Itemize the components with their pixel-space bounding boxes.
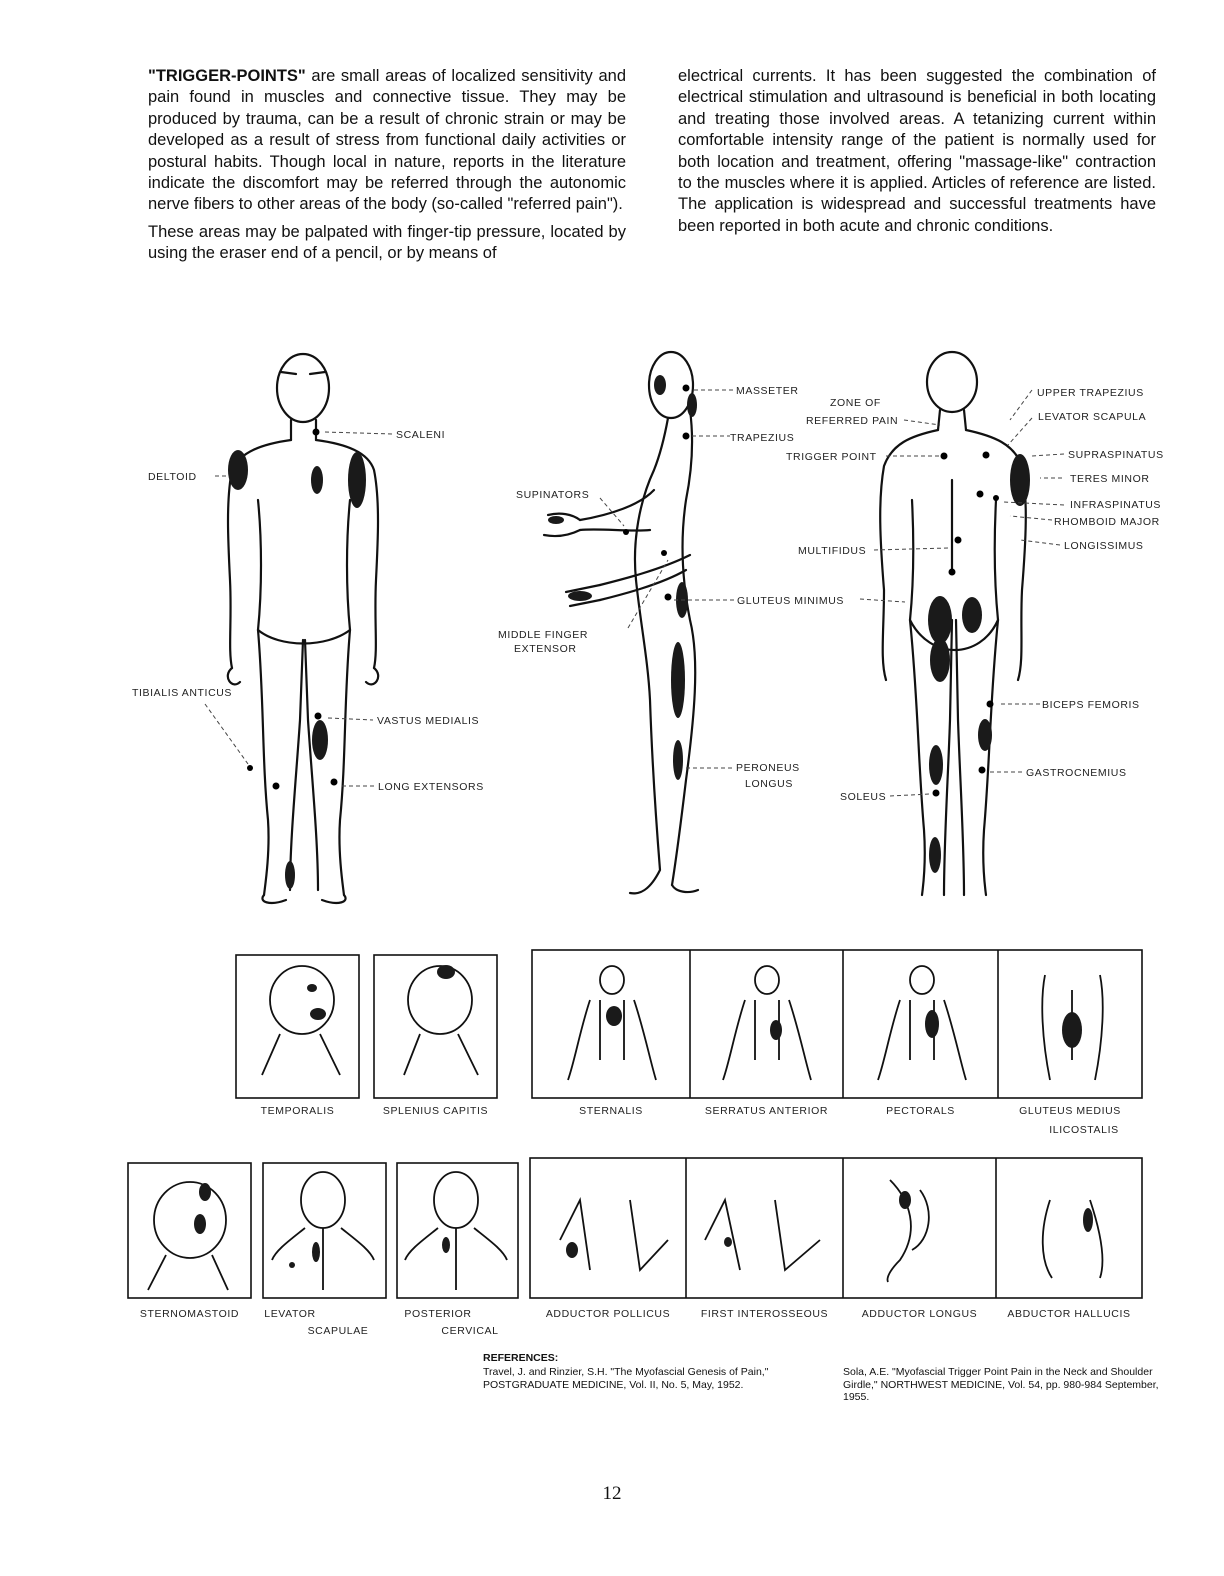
- label-zone-1: ZONE OF: [830, 397, 881, 409]
- caption-scapulae: SCAPULAE: [307, 1325, 369, 1337]
- label-multifidus: MULTIFIDUS: [798, 545, 867, 557]
- label-scaleni: SCALENI: [396, 429, 446, 441]
- caption-sternomastoid: STERNOMASTOID: [139, 1308, 240, 1320]
- label-infraspinatus: INFRASPINATUS: [1070, 499, 1162, 511]
- label-supraspinatus: SUPRASPINATUS: [1068, 449, 1164, 461]
- page-number: 12: [602, 1483, 622, 1504]
- caption-gluteus-medius: GLUTEUS MEDIUS: [1019, 1105, 1121, 1117]
- caption-serratus-anterior: SERRATUS ANTERIOR: [704, 1105, 829, 1117]
- caption-posterior: POSTERIOR: [404, 1308, 472, 1320]
- caption-temporalis: TEMPORALIS: [260, 1105, 335, 1117]
- side-body-figure: [544, 352, 698, 893]
- label-tibialis-anticus: TIBIALIS ANTICUS: [132, 687, 233, 699]
- caption-ilicostalis: ILICOSTALIS: [1049, 1124, 1119, 1136]
- label-teres-minor: TERES MINOR: [1070, 473, 1150, 485]
- intro-paragraph-2: These areas may be palpated with finger-tip pressure, located by using the eraser end of a pencil, or by means of: [148, 222, 626, 263]
- label-upper-trapezius: UPPER TRAPEZIUS: [1037, 387, 1144, 399]
- caption-adductor-longus: ADDUCTOR LONGUS: [861, 1308, 978, 1320]
- label-middle-finger-1: MIDDLE FINGER: [498, 629, 589, 641]
- label-long-extensors: LONG EXTENSORS: [378, 781, 484, 793]
- label-deltoid: DELTOID: [148, 471, 197, 483]
- label-rhomboid-major: RHOMBOID MAJOR: [1054, 516, 1160, 528]
- intro-paragraph-3: electrical currents. It has been suggested the combination of electrical stimulation and ultrasound is beneficial in both locating and treating those involved areas. A tetanizing current within comfortable intensity range of the patient is normally used for both location and treatment, offering "massage-like" contraction to the muscles where it is applied. Articles of reference are listed. The application is widespread and successful treatments have been reported in both acute and chronic conditions.: [678, 67, 1156, 235]
- caption-splenius-capitis: SPLENIUS CAPITIS: [382, 1105, 489, 1117]
- reference-1: Travel, J. and Rinzier, S.H. "The Myofascial Genesis of Pain," POSTGRADUATE MEDICINE, Vol. II, No. 5, May, 1952.: [483, 1366, 769, 1391]
- reference-2: Sola, A.E. "Myofascial Trigger Point Pain in the Neck and Shoulder Girdle," NORTHWEST MEDICINE, Vol. 54, pp. 980-984 September, 1955.: [843, 1366, 1159, 1403]
- caption-cervical: CERVICAL: [441, 1325, 499, 1337]
- label-trigger-point: TRIGGER POINT: [786, 451, 877, 463]
- caption-abductor-hallucis: ABDUCTOR HALLUCIS: [1007, 1308, 1131, 1320]
- label-biceps-femoris: BICEPS FEMORIS: [1042, 699, 1140, 711]
- label-vastus-medialis: VASTUS MEDIALIS: [377, 715, 480, 727]
- caption-adductor-pollicus: ADDUCTOR POLLICUS: [545, 1308, 671, 1320]
- label-supinators: SUPINATORS: [516, 489, 590, 501]
- references-heading: REFERENCES:: [483, 1352, 559, 1364]
- caption-pectorals: PECTORALS: [886, 1105, 955, 1117]
- label-peroneus-2: LONGUS: [745, 778, 793, 790]
- panel-group-row2: [530, 1158, 1142, 1298]
- label-zone-2: REFERRED PAIN: [806, 415, 899, 427]
- back-body-figure: [880, 352, 1026, 895]
- panel-sternomastoid: [128, 1163, 251, 1298]
- label-longissimus: LONGISSIMUS: [1064, 540, 1144, 552]
- panel-levator-scapulae: [263, 1163, 386, 1298]
- label-middle-finger-2: EXTENSOR: [514, 643, 577, 655]
- panel-posterior-cervical: [397, 1163, 518, 1298]
- label-trapezius: TRAPEZIUS: [730, 432, 795, 444]
- caption-sternalis: STERNALIS: [579, 1105, 643, 1117]
- panel-temporalis: [236, 955, 359, 1098]
- label-gastrocnemius: GASTROCNEMIUS: [1026, 767, 1127, 779]
- label-gluteus-minimus: GLUTEUS MINIMUS: [737, 595, 845, 607]
- front-body-figure: [228, 354, 378, 903]
- label-levator-scapula: LEVATOR SCAPULA: [1038, 411, 1147, 423]
- label-masseter: MASSETER: [736, 385, 799, 397]
- intro-paragraph-1-text: are small areas of localized sensitivity and pain found in muscles and connective tissue. They may be produced by trauma, can be a result of chronic strain or may be developed as a result of stress from functional daily activities or postural habits. Though local in nature, reports in the literature indicate the discomfort may be referred through the autonomic nerve fibers to other areas of the body (so-called "referred pain").: [148, 67, 626, 214]
- intro-lead-term: "TRIGGER-POINTS": [148, 67, 306, 85]
- caption-levator: LEVATOR: [264, 1308, 316, 1320]
- label-soleus: SOLEUS: [840, 791, 887, 803]
- caption-first-interosseous: FIRST INTEROSSEOUS: [700, 1308, 829, 1320]
- panel-splenius-capitis: [374, 955, 497, 1098]
- label-peroneus-1: PERONEUS: [736, 762, 800, 774]
